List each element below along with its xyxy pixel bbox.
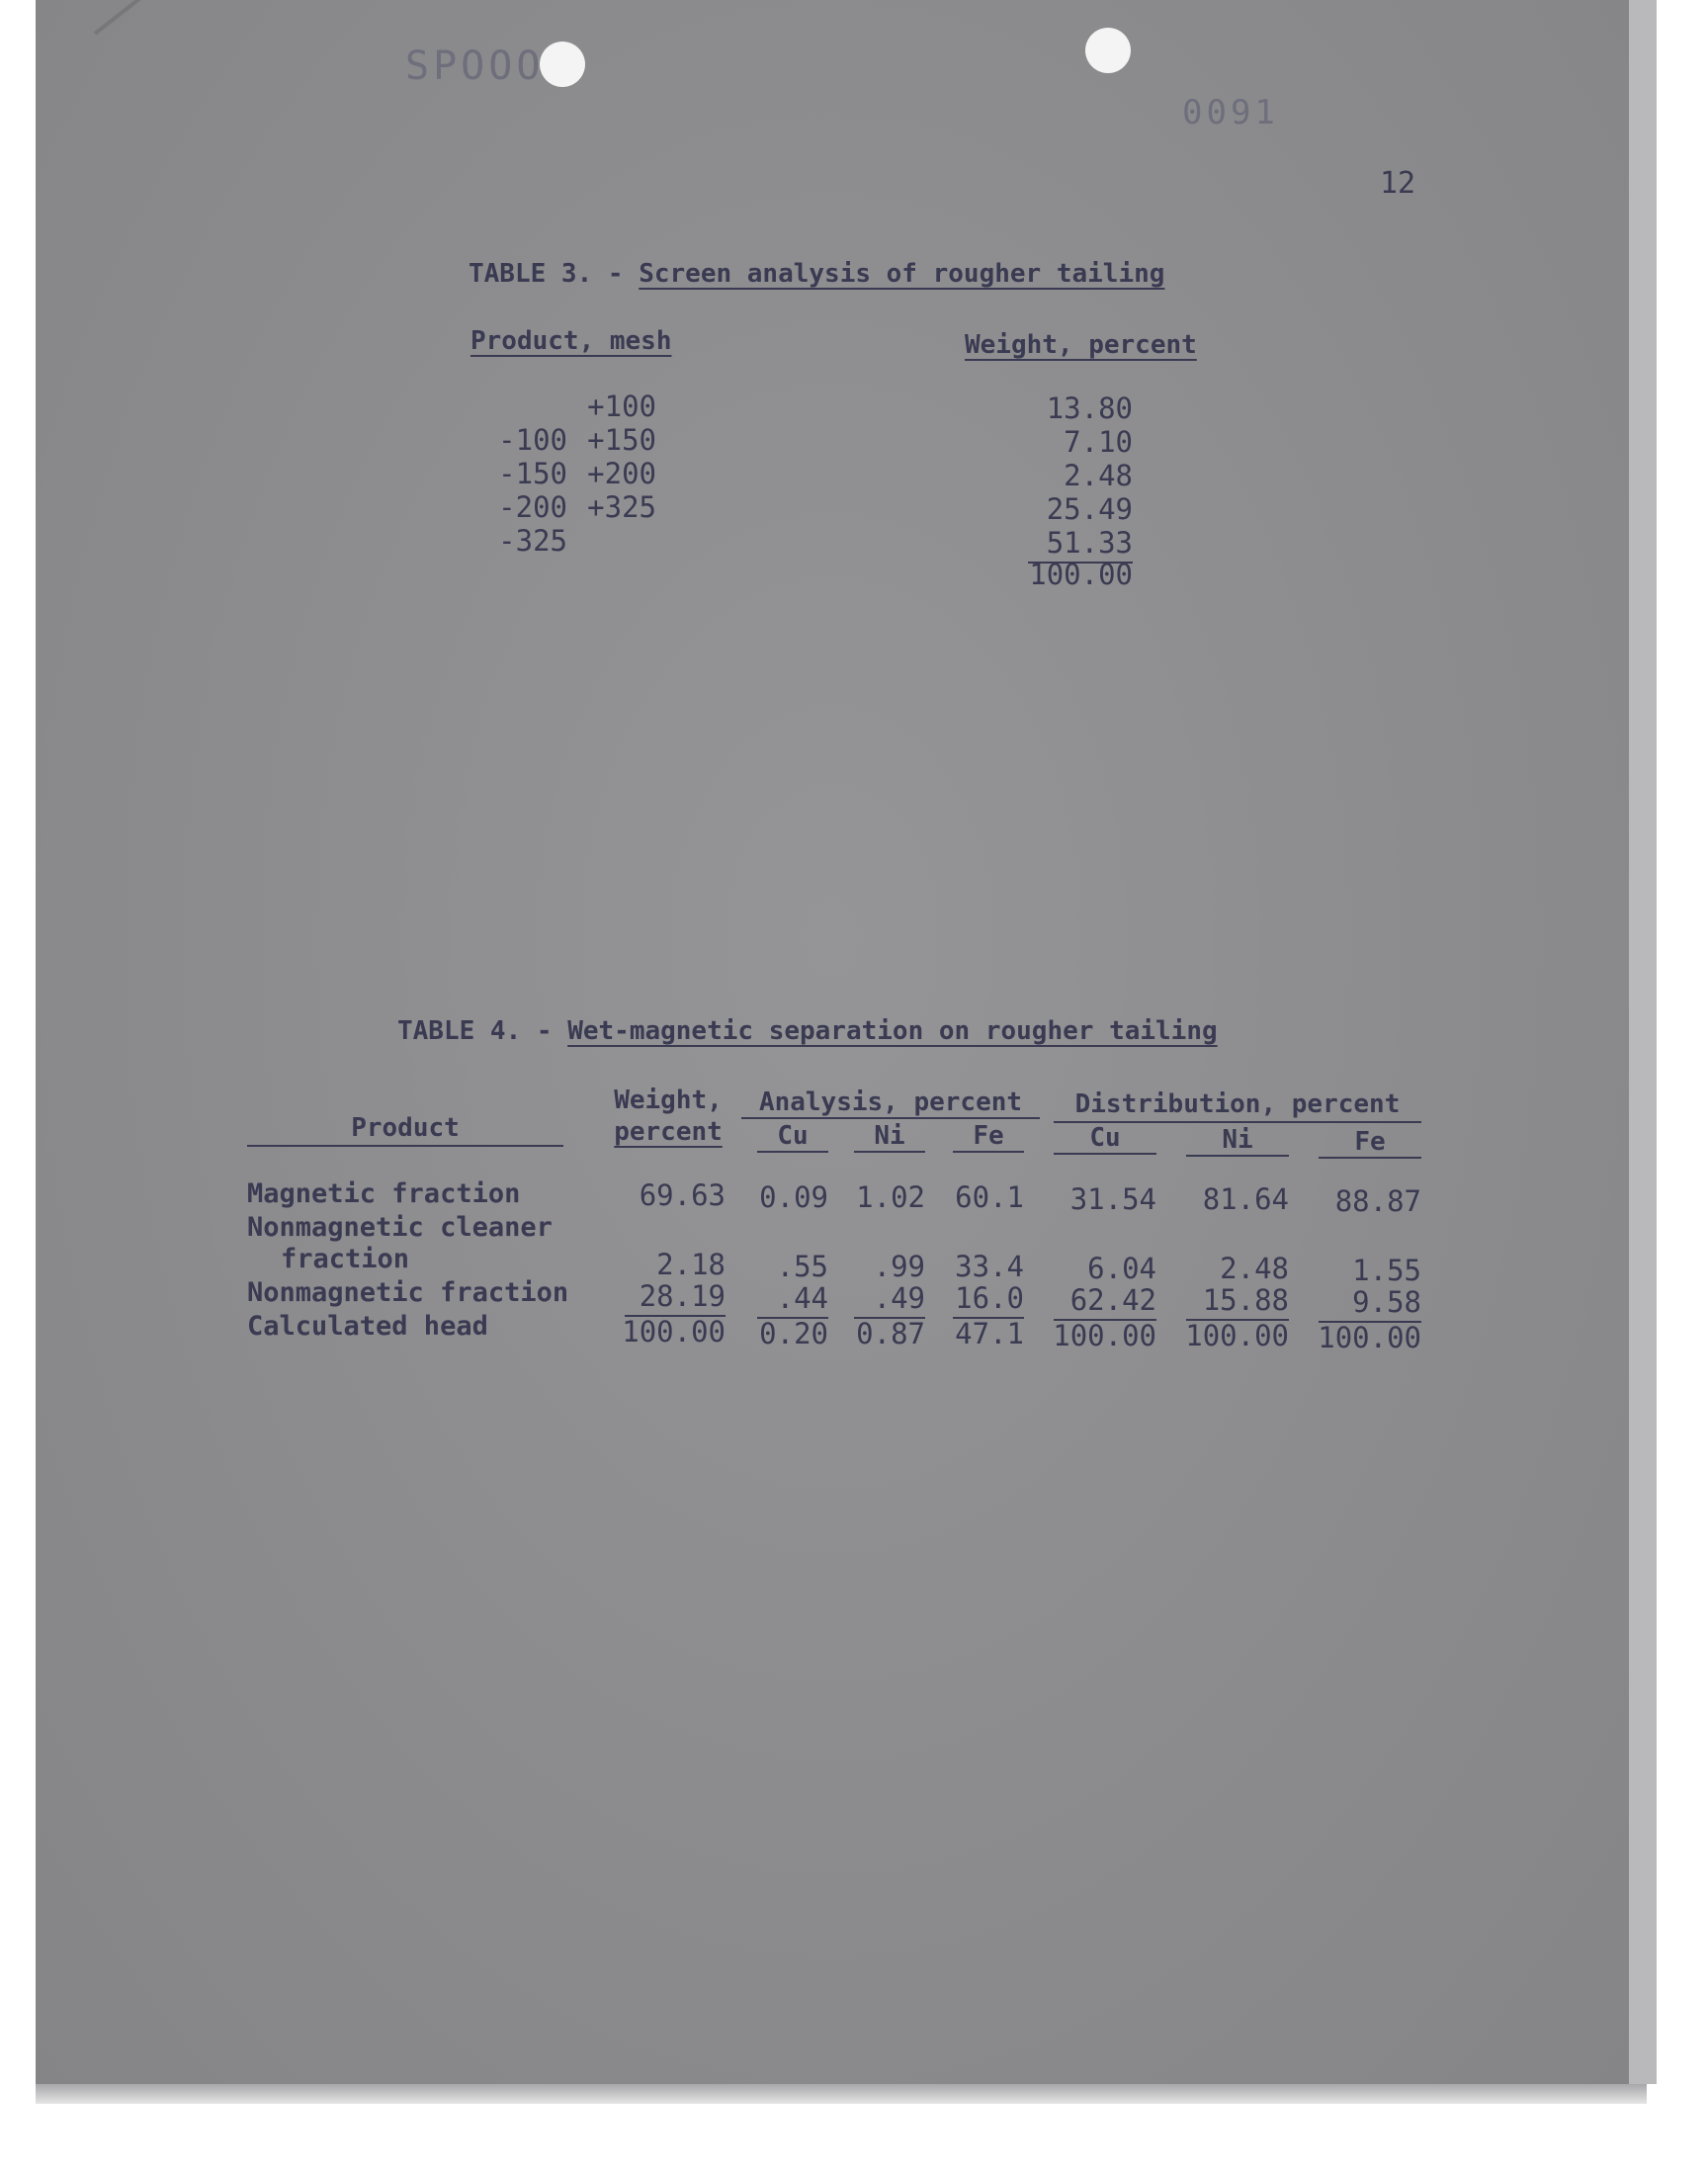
cell-fe-analysis: 16.0 <box>955 1281 1024 1315</box>
cell-ni-distribution: 100.00 <box>1185 1319 1289 1352</box>
mesh-lower: -100 <box>498 423 567 457</box>
cell-cu-distribution: 100.00 <box>1053 1319 1156 1352</box>
product-label: Nonmagnetic fraction <box>247 1277 569 1308</box>
page-edge-right <box>1629 0 1657 2084</box>
cell-fe-distribution: 1.55 <box>1352 1254 1421 1287</box>
table-4-col-weight-line1: Weight, <box>614 1086 723 1115</box>
product-label: Nonmagnetic cleaner <box>247 1212 553 1243</box>
sub-col-rule <box>1319 1157 1421 1159</box>
mesh-upper: +150 <box>587 423 656 457</box>
sub-col-cu-analysis: Cu <box>777 1121 809 1151</box>
mesh-lower: -150 <box>498 457 567 490</box>
weight-value: 7.10 <box>1064 425 1133 459</box>
cell-ni-distribution: 15.88 <box>1202 1283 1289 1317</box>
product-label: Magnetic fraction <box>247 1178 521 1209</box>
table-3-caption-title: Screen analysis of rougher tailing <box>639 259 1165 289</box>
page-edge-bottom <box>36 2084 1647 2104</box>
cell-fe-analysis: 33.4 <box>955 1250 1024 1283</box>
sub-col-ni-analysis: Ni <box>874 1121 905 1151</box>
cell-ni-analysis: 0.87 <box>856 1317 925 1350</box>
cell-cu-distribution: 62.42 <box>1069 1283 1156 1317</box>
cell-weight: 69.63 <box>639 1178 726 1212</box>
page-number: 12 <box>1380 166 1416 201</box>
cell-ni-analysis: 1.02 <box>856 1180 925 1214</box>
table-3-col-product: Product, mesh <box>470 326 672 356</box>
sub-col-fe-analysis: Fe <box>973 1121 1004 1151</box>
sub-col-rule <box>854 1151 925 1153</box>
cell-weight: 28.19 <box>639 1279 726 1313</box>
mesh-upper: +100 <box>587 390 656 423</box>
table-3-col-weight: Weight, percent <box>965 330 1197 360</box>
cell-fe-distribution: 88.87 <box>1334 1184 1421 1218</box>
table-4-col-weight-line2: percent <box>614 1117 723 1147</box>
cell-cu-analysis: .44 <box>776 1281 828 1315</box>
mesh-upper: +200 <box>587 457 656 490</box>
weight-value: 25.49 <box>1046 492 1133 526</box>
table-4-col-product: Product <box>351 1113 460 1143</box>
sub-col-cu-distribution: Cu <box>1089 1123 1121 1153</box>
weight-value: 51.33 <box>1046 526 1133 560</box>
mesh-lower: -200 <box>498 490 567 524</box>
stamp-left: SPOOO <box>405 44 545 89</box>
sub-col-fe-distribution: Fe <box>1354 1127 1386 1157</box>
cell-fe-analysis: 47.1 <box>955 1317 1024 1350</box>
cell-cu-analysis: 0.20 <box>759 1317 828 1350</box>
cell-fe-distribution: 100.00 <box>1318 1321 1421 1354</box>
product-label: Calculated head <box>247 1311 488 1342</box>
sub-col-rule <box>1054 1153 1156 1155</box>
product-col-rule <box>247 1145 563 1147</box>
cell-ni-analysis: .49 <box>873 1281 925 1315</box>
table-4-group-distribution: Distribution, percent <box>1074 1089 1401 1119</box>
cell-cu-analysis: 0.09 <box>759 1180 828 1214</box>
sub-col-rule <box>757 1151 828 1153</box>
table-4-caption-prefix: TABLE 4. - <box>397 1016 553 1046</box>
sub-col-rule <box>1186 1155 1289 1157</box>
mesh-upper: +325 <box>587 490 656 524</box>
table-3-caption-prefix: TABLE 3. - <box>469 259 624 289</box>
punch-hole-right <box>1085 28 1131 73</box>
stamp-right: 0091 <box>1182 93 1279 132</box>
analysis-group-rule <box>741 1117 1040 1119</box>
mesh-lower: -325 <box>498 524 567 558</box>
product-label: fraction <box>281 1244 410 1274</box>
table-3-total: 100.00 <box>1029 558 1133 591</box>
cell-cu-distribution: 6.04 <box>1087 1252 1156 1285</box>
sub-col-ni-distribution: Ni <box>1222 1125 1253 1155</box>
table-4-group-analysis: Analysis, percent <box>758 1088 1023 1117</box>
cell-ni-distribution: 81.64 <box>1202 1182 1289 1216</box>
punch-hole-left <box>540 42 585 87</box>
cell-fe-distribution: 9.58 <box>1352 1285 1421 1319</box>
cell-ni-distribution: 2.48 <box>1220 1252 1289 1285</box>
cell-weight: 100.00 <box>622 1315 726 1348</box>
cell-cu-distribution: 31.54 <box>1069 1182 1156 1216</box>
table-4-caption-title: Wet-magnetic separation on rougher tailing <box>567 1016 1218 1046</box>
weight-value: 13.80 <box>1046 392 1133 425</box>
weight-value: 2.48 <box>1064 459 1133 492</box>
sub-col-rule <box>953 1151 1024 1153</box>
cell-weight: 2.18 <box>656 1248 726 1281</box>
cell-fe-analysis: 60.1 <box>955 1180 1024 1214</box>
cell-ni-analysis: .99 <box>873 1250 925 1283</box>
cell-cu-analysis: .55 <box>776 1250 828 1283</box>
